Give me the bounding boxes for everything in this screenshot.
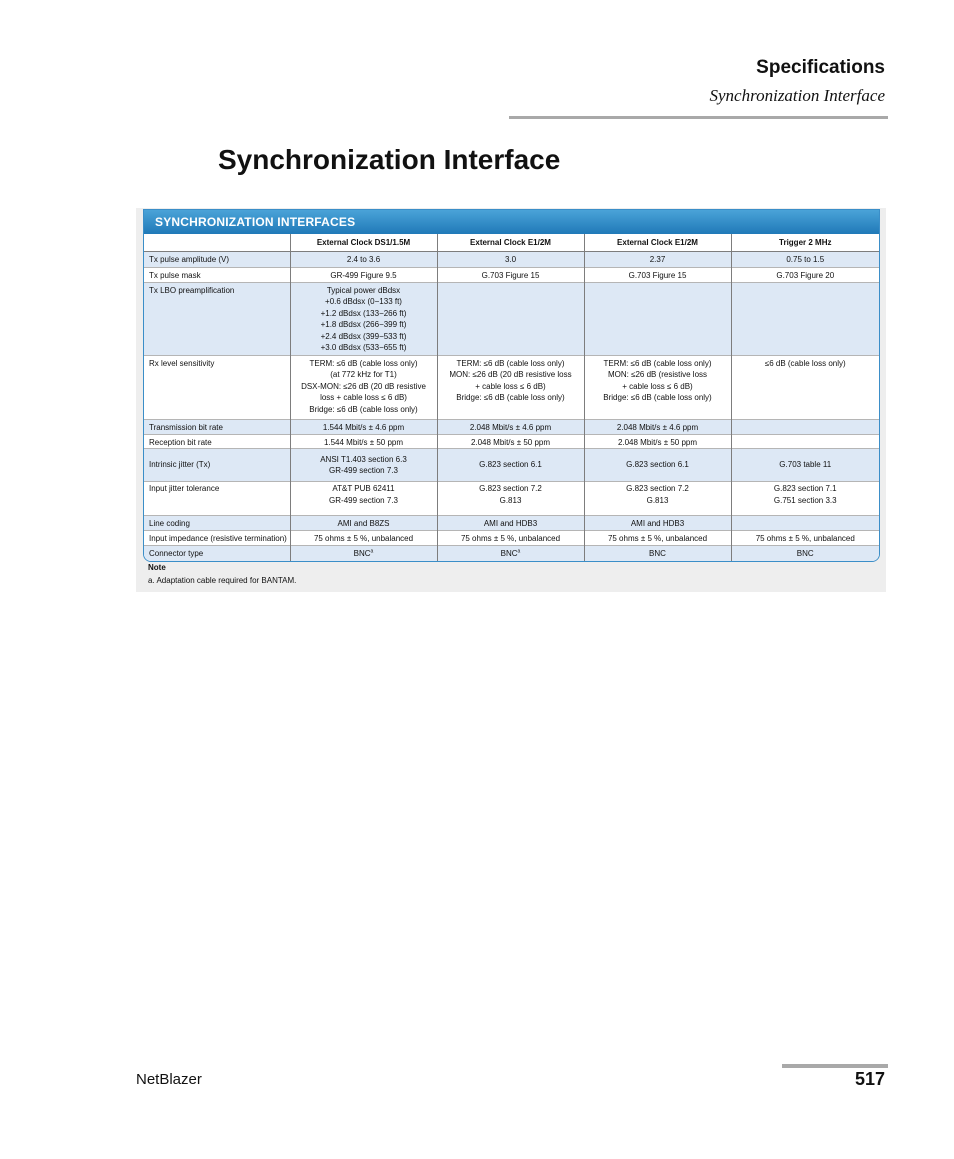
table-cell: G.823 section 7.2 G.813 — [437, 482, 584, 516]
table-cell: AMI and HDB3 — [437, 516, 584, 531]
table-cell: BNC — [731, 546, 879, 561]
running-header-section: Specifications — [756, 57, 885, 78]
table-row — [144, 267, 879, 282]
page-title: Synchronization Interface — [218, 144, 561, 175]
row-label: Rx level sensitivity — [149, 358, 215, 368]
table-cell: 75 ohms ± 5 %, unbalanced — [731, 531, 879, 546]
table-row — [144, 282, 879, 355]
column-header: External Clock E1/2M — [437, 234, 584, 251]
table-cell: 75 ohms ± 5 %, unbalanced — [290, 531, 437, 546]
table-row — [144, 546, 879, 561]
table-cell — [731, 419, 879, 434]
table-cell: G.703 Figure 20 — [731, 267, 879, 282]
footnote-marker: a — [370, 548, 374, 555]
table-row — [144, 516, 879, 531]
footer-product: NetBlazer — [136, 1071, 202, 1088]
table-cell: 2.37 — [584, 251, 731, 267]
table-cell: G.703 Figure 15 — [584, 267, 731, 282]
table-cell: TERM: ≤6 dB (cable loss only) (at 772 kHz for T1) DSX-MON: ≤26 dB (20 dB resistive loss + cable loss ≤ 6 dB) Bridge: ≤6 dB (cable loss only) — [290, 355, 437, 419]
table-cell: 1.544 Mbit/s ± 4.6 ppm — [290, 419, 437, 434]
table-cell: G.823 section 6.1 — [584, 449, 731, 482]
table-cell: 75 ohms ± 5 %, unbalanced — [437, 531, 584, 546]
table-row — [144, 419, 879, 434]
table-cell: ANSI T1.403 section 6.3 GR-499 section 7.3 — [290, 449, 437, 482]
table-cell — [731, 282, 879, 355]
table-cell: BNC$^a$ — [290, 546, 437, 561]
table-row — [144, 482, 879, 516]
table-row — [144, 531, 879, 546]
table-cell — [437, 282, 584, 355]
row-label: Input jitter tolerance — [149, 484, 220, 493]
column-header: External Clock E1/2M — [584, 234, 731, 251]
table-cell: ≤6 dB (cable loss only) — [731, 355, 879, 419]
header-rule — [509, 116, 888, 119]
column-header — [144, 234, 290, 251]
running-header-subsection: Synchronization Interface — [709, 86, 885, 105]
row-label: Line coding — [144, 516, 290, 531]
footnote-marker: a — [517, 548, 521, 555]
table-cell: G.823 section 7.2 G.813 — [584, 482, 731, 516]
footer-rule — [782, 1064, 888, 1068]
table-cell: 3.0 — [437, 251, 584, 267]
row-label: Intrinsic jitter (Tx) — [144, 449, 290, 482]
table-cell: BNC$^a$ — [437, 546, 584, 561]
note-item: a. Adaptation cable required for BANTAM. — [148, 576, 297, 585]
table-cell: G.823 section 7.1 G.751 section 3.3 — [731, 482, 879, 516]
table-cell: AT&T PUB 62411 GR-499 section 7.3 — [290, 482, 437, 516]
table-cell: GR-499 Figure 9.5 — [290, 267, 437, 282]
row-label: Connector type — [144, 546, 290, 561]
table-cell: 1.544 Mbit/s ± 50 ppm — [290, 434, 437, 449]
table-cell: AMI and B8ZS — [290, 516, 437, 531]
table-cell: BNC — [584, 546, 731, 561]
table-cell: 2.4 to 3.6 — [290, 251, 437, 267]
table-cell: Typical power dBdsx +0.6 dBdsx (0−133 ft) +1.2 dBdsx (133−266 ft) +1.8 dBdsx (266−399 ft) +2.4 dBdsx (399−533 ft) +3.0 dBdsx (533−655 ft) — [290, 282, 437, 355]
table-row — [144, 434, 879, 449]
row-label: Tx pulse amplitude (V) — [144, 251, 290, 267]
table-cell: 2.048 Mbit/s ± 50 ppm — [584, 434, 731, 449]
table-cell: 75 ohms ± 5 %, unbalanced — [584, 531, 731, 546]
table-cell: 2.048 Mbit/s ± 50 ppm — [437, 434, 584, 449]
table-banner: SYNCHRONIZATION INTERFACES — [144, 210, 879, 234]
table-cell: 0.75 to 1.5 — [731, 251, 879, 267]
table-row — [144, 251, 879, 267]
row-label: Tx LBO preamplification — [144, 282, 290, 355]
table-cell — [731, 434, 879, 449]
table-cell: 2.048 Mbit/s ± 4.6 ppm — [584, 419, 731, 434]
page-number: 517 — [854, 1069, 885, 1089]
table-cell: 2.048 Mbit/s ± 4.6 ppm — [437, 419, 584, 434]
row-label: Tx pulse mask — [149, 270, 201, 280]
table-cell — [584, 282, 731, 355]
spec-table — [143, 209, 880, 562]
table-cell: G.703 Figure 15 — [437, 267, 584, 282]
table-cell: G.823 section 6.1 — [437, 449, 584, 482]
table-cell: TERM: ≤6 dB (cable loss only) MON: ≤26 dB (resistive loss + cable loss ≤ 6 dB) Bridge: ≤6 dB (cable loss only) — [584, 355, 731, 419]
row-label: Transmission bit rate — [144, 419, 290, 434]
row-label: Input impedance (resistive termination) — [149, 534, 287, 543]
table-cell: TERM: ≤6 dB (cable loss only) MON: ≤26 dB (20 dB resistive loss + cable loss ≤ 6 dB) Bridge: ≤6 dB (cable loss only) — [437, 355, 584, 419]
note-heading: Note — [148, 563, 166, 572]
table-row — [144, 449, 879, 482]
table-cell — [731, 516, 879, 531]
table-row — [144, 355, 879, 419]
table-cell: AMI and HDB3 — [584, 516, 731, 531]
row-label: Reception bit rate — [149, 437, 212, 447]
table-cell: G.703 table 11 — [731, 449, 879, 482]
column-header: External Clock DS1/1.5M — [290, 234, 437, 251]
column-header: Trigger 2 MHz — [731, 234, 879, 251]
